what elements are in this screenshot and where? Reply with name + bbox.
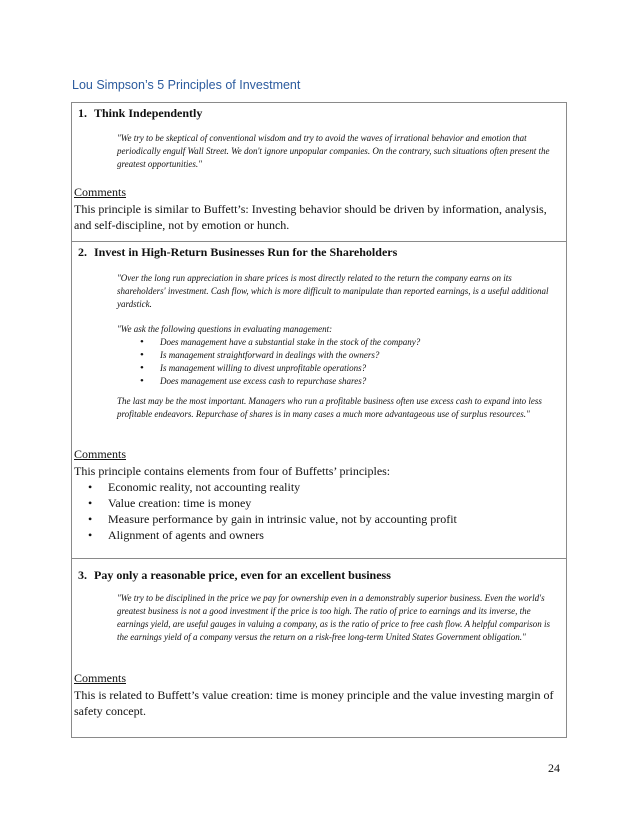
page-title: Lou Simpson’s 5 Principles of Investment	[72, 78, 301, 92]
list-item: • Is management willing to divest unprofitable operations?	[140, 362, 420, 375]
section-1	[71, 102, 567, 241]
section-2-heading	[78, 245, 397, 260]
section-2-quote-intro: "We ask the following questions in evaluating management:	[117, 324, 333, 334]
list-item: • Economic reality, not accounting reality	[88, 479, 457, 495]
section-2-title: Invest in High-Return Businesses Run for the Shareholders	[94, 245, 398, 259]
section-2-comments-text: This principle contains elements from four of Buffetts’ principles:	[74, 464, 391, 478]
page-number: 24	[548, 761, 560, 775]
list-item: • Does management have a substantial stake in the stock of the company?	[140, 336, 420, 349]
section-3-title: Pay only a reasonable price, even for an excellent business	[94, 568, 391, 582]
section-2-question-list	[140, 336, 420, 388]
section-2-comments-label: Comments	[74, 447, 127, 461]
section-1-number: 1.	[78, 106, 87, 120]
section-2-number: 2.	[78, 245, 87, 259]
section-3-quote: "We try to be disciplined in the price we pay for ownership even in a demonstrably superior business. Even the world's greatest business is not a good investment if the price is too high. The ratio of price to earnings and its inverse, the earnings yield, are useful gauges in valuing a company, as is the ratio of price to free cash flow. A helpful comparison is the earnings yield of a company versus the return on a risk-free long-term United States Government obligation."	[117, 593, 551, 642]
section-1-comments-label: Comments	[74, 185, 127, 199]
section-3-comments-text: This is related to Buffett’s value creation: time is money principle and the value investing margin of safety concept.	[74, 688, 554, 718]
list-item: • Alignment of agents and owners	[88, 527, 457, 543]
section-2-quote-conclusion: The last may be the most important. Managers who run a profitable business often use excess cash to expand into less profitable endeavors. Repurchase of shares is in many cases a much more advantageous use of surplus resources."	[117, 396, 542, 419]
section-2	[71, 241, 567, 558]
section-1-quote: "We try to be skeptical of conventional wisdom and try to avoid the waves of irrational behavior and emotion that periodically engulf Wall Street. We don't ignore unpopular companies. On the contrary, such situations often present the greatest opportunities."	[117, 133, 550, 169]
list-item: • Is management straightforward in dealings with the owners?	[140, 349, 420, 362]
section-3-comments-label: Comments	[74, 671, 127, 685]
section-3	[71, 558, 567, 738]
section-1-heading	[78, 106, 202, 121]
section-2-comments-list	[88, 479, 457, 543]
section-1-comments-text: This principle is similar to Buffett’s: Investing behavior should be driven by information, analysis, and self-discipline, not by emotion or hunch.	[74, 202, 547, 232]
section-3-heading	[78, 568, 391, 583]
section-2-quote: "Over the long run appreciation in share prices is most directly related to the return the company earns on its shareholders' investment. Cash flow, which is more difficult to manipulate than reported earnings, is a useful additional yardstick.	[117, 273, 549, 309]
section-1-title: Think Independently	[94, 106, 203, 120]
section-3-number: 3.	[78, 568, 87, 582]
list-item: • Measure performance by gain in intrinsic value, not by accounting profit	[88, 511, 457, 527]
list-item: • Does management use excess cash to repurchase shares?	[140, 375, 420, 388]
list-item: • Value creation: time is money	[88, 495, 457, 511]
